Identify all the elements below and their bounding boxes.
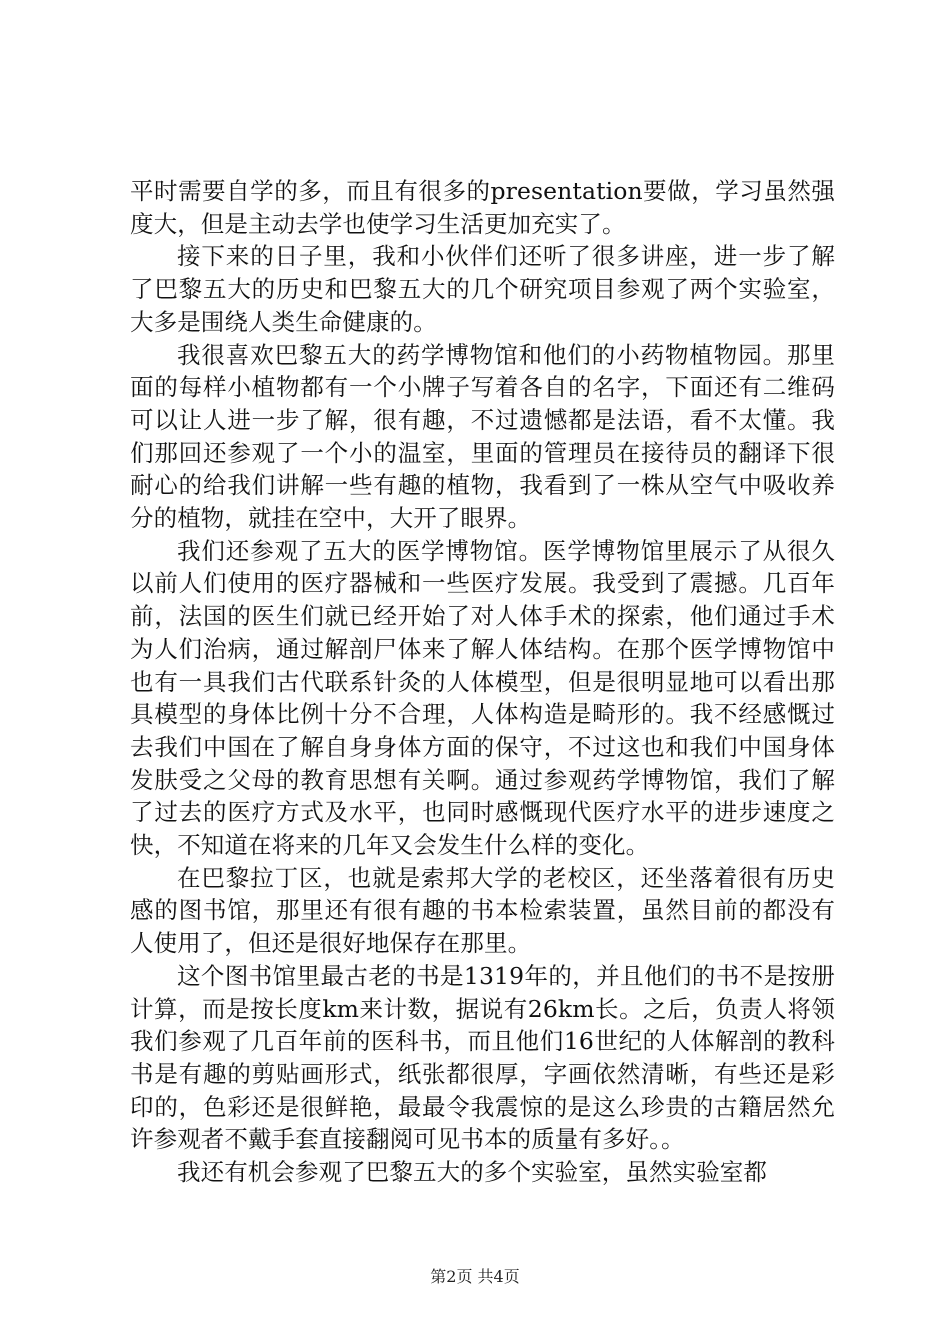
paragraph-oldest-book: 这个图书馆里最古老的书是1319年的，并且他们的书不是按册计算，而是按长度km来计数，据说有26km长。之后，负责人将领我们参观了几百年前的医科书，而且他们16世纪的人体解剖的教科书是有趣的剪贴画形式，纸张都很厚，字画依然清晰，有些还是彩印的，色彩还是很鲜艳，最最令我震惊的是这么珍贵的古籍居然允许参观者不戴手套直接翻阅可见书本的质量有多好。。 bbox=[130, 961, 835, 1154]
paragraph-continuation: 平时需要自学的多，而且有很多的presentation要做，学习虽然强度大，但是主动去学也使学习生活更加充实了。 bbox=[130, 177, 835, 238]
paragraph-lectures: 接下来的日子里，我和小伙伴们还听了很多讲座，进一步了解了巴黎五大的历史和巴黎五大的几个研究项目参观了两个实验室，大多是围绕人类生命健康的。 bbox=[130, 242, 835, 336]
body-text bbox=[130, 175, 835, 1189]
paragraph-laboratories: 我还有机会参观了巴黎五大的多个实验室，虽然实验室都 bbox=[177, 1158, 767, 1187]
paragraph-medical-museum: 我们还参观了五大的医学博物馆。医学博物馆里展示了从很久以前人们使用的医疗器械和一些医疗发展。我受到了震撼。几百年前，法国的医生们就已经开始了对人体手术的探索，他们通过手术为人们治病，通过解剖尸体来了解人体结构。在那个医学博物馆中也有一具我们古代联系针灸的人体模型，但是很明显地可以看出那具模型的身体比例十分不合理，人体构造是畸形的。我不经感慨过去我们中国在了解自身身体方面的保守，不过这也和我们中国身体发肤受之父母的教育思想有关啊。通过参观药学博物馆，我们了解了过去的医疗方式及水平，也同时感慨现代医疗水平的进步速度之快，不知道在将来的几年又会发生什么样的变化。 bbox=[130, 536, 835, 860]
page-footer: 第2页 共4页 bbox=[430, 1267, 520, 1286]
paragraph-pharmacy-museum: 我很喜欢巴黎五大的药学博物馆和他们的小药物植物园。那里面的每样小植物都有一个小牌子写着各自的名字，下面还有二维码可以让人进一步了解，很有趣，不过遗憾都是法语，看不太懂。我们那回还参观了一个小的温室，里面的管理员在接待员的翻译下很耐心的给我们讲解一些有趣的植物，我看到了一株从空气中吸收养分的植物，就挂在空中，大开了眼界。 bbox=[130, 340, 835, 533]
paragraph-latin-quarter-library: 在巴黎拉丁区，也就是索邦大学的老校区，还坐落着很有历史感的图书馆，那里还有很有趣的书本检索装置，虽然目前的都没有人使用了，但还是很好地保存在那里。 bbox=[130, 863, 835, 958]
